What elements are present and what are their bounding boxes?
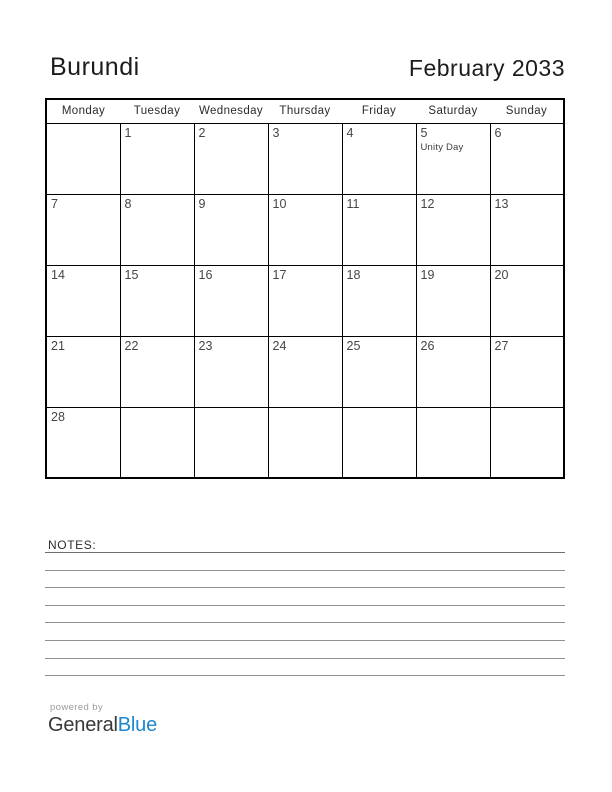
weekday-header-wednesday: Wednesday: [194, 99, 268, 123]
day-number: 5: [420, 125, 428, 140]
day-number: 26: [420, 338, 435, 353]
brand-footer: [48, 702, 157, 737]
day-number: 17: [272, 267, 287, 282]
day-cell-21: [46, 336, 120, 407]
general-blue-logo: [48, 714, 157, 737]
week-row: [46, 407, 564, 478]
notes-label-row: [45, 536, 565, 553]
day-number: 23: [198, 338, 213, 353]
day-cell-empty: [342, 407, 416, 478]
weekday-header-thursday: Thursday: [268, 99, 342, 123]
day-cell-5: [416, 123, 490, 194]
day-cell-14: [46, 265, 120, 336]
day-number: 18: [346, 267, 361, 282]
day-number: 8: [124, 196, 132, 211]
week-row: [46, 336, 564, 407]
day-number: 13: [494, 196, 509, 211]
day-cell-27: [490, 336, 564, 407]
day-number: 3: [272, 125, 280, 140]
notes-ruled-line: [45, 641, 565, 659]
day-number: 4: [346, 125, 354, 140]
notes-ruled-line: [45, 659, 565, 677]
day-cell-23: [194, 336, 268, 407]
day-cell-empty: [490, 407, 564, 478]
weekday-header-friday: Friday: [342, 99, 416, 123]
day-cell-10: [268, 194, 342, 265]
month-year-title: February 2033: [408, 55, 565, 81]
day-cell-24: [268, 336, 342, 407]
day-cell-22: [120, 336, 194, 407]
day-number: 10: [272, 196, 287, 211]
day-cell-empty: [120, 407, 194, 478]
holiday-label: Unity Day: [420, 141, 464, 153]
brand-blue: Blue: [117, 714, 157, 736]
weekday-header-tuesday: Tuesday: [120, 99, 194, 123]
day-cell-3: [268, 123, 342, 194]
calendar-body: [46, 123, 564, 478]
day-number: 2: [198, 125, 206, 140]
day-cell-26: [416, 336, 490, 407]
day-cell-empty: [416, 407, 490, 478]
brand-general: General: [48, 714, 118, 736]
day-number: 14: [51, 267, 65, 282]
day-cell-12: [416, 194, 490, 265]
day-number: 22: [124, 338, 139, 353]
week-row: [46, 265, 564, 336]
day-number: 20: [494, 267, 509, 282]
day-cell-empty: [194, 407, 268, 478]
notes-ruled-line: [45, 623, 565, 641]
day-cell-18: [342, 265, 416, 336]
day-cell-20: [490, 265, 564, 336]
day-number: 11: [346, 196, 360, 211]
day-cell-6: [490, 123, 564, 194]
day-cell-2: [194, 123, 268, 194]
weekday-header-saturday: Saturday: [416, 99, 490, 123]
day-cell-8: [120, 194, 194, 265]
notes-ruled-line: [45, 588, 565, 606]
weekday-header-row: [46, 99, 564, 123]
notes-label: NOTES:: [48, 538, 97, 552]
day-cell-15: [120, 265, 194, 336]
notes-ruled-line: [45, 606, 565, 624]
day-cell-7: [46, 194, 120, 265]
day-number: 12: [420, 196, 435, 211]
day-cell-1: [120, 123, 194, 194]
notes-section: [45, 536, 565, 676]
day-number: 24: [272, 338, 287, 353]
day-cell-28: [46, 407, 120, 478]
calendar-table: [45, 98, 565, 479]
day-number: 6: [494, 125, 502, 140]
day-cell-11: [342, 194, 416, 265]
day-number: 28: [51, 409, 65, 424]
weekday-header-sunday: Sunday: [490, 99, 564, 123]
day-cell-16: [194, 265, 268, 336]
powered-by-text: powered by: [50, 702, 104, 713]
day-number: 7: [51, 196, 58, 211]
day-number: 19: [420, 267, 435, 282]
day-cell-17: [268, 265, 342, 336]
day-cell-9: [194, 194, 268, 265]
weekday-header-monday: Monday: [46, 99, 120, 123]
week-row: [46, 194, 564, 265]
day-number: 21: [51, 338, 65, 353]
day-cell-13: [490, 194, 564, 265]
day-cell-19: [416, 265, 490, 336]
day-cell-empty: [268, 407, 342, 478]
day-cell-25: [342, 336, 416, 407]
page-title: Burundi: [50, 53, 140, 81]
day-cell-empty: [46, 123, 120, 194]
day-cell-4: [342, 123, 416, 194]
day-number: 9: [198, 196, 206, 211]
week-row: [46, 123, 564, 194]
notes-ruled-line: [45, 571, 565, 589]
day-number: 15: [124, 267, 139, 282]
notes-ruled-line: [45, 553, 565, 571]
day-number: 25: [346, 338, 361, 353]
day-number: 27: [494, 338, 509, 353]
day-number: 16: [198, 267, 213, 282]
day-number: 1: [124, 125, 132, 140]
